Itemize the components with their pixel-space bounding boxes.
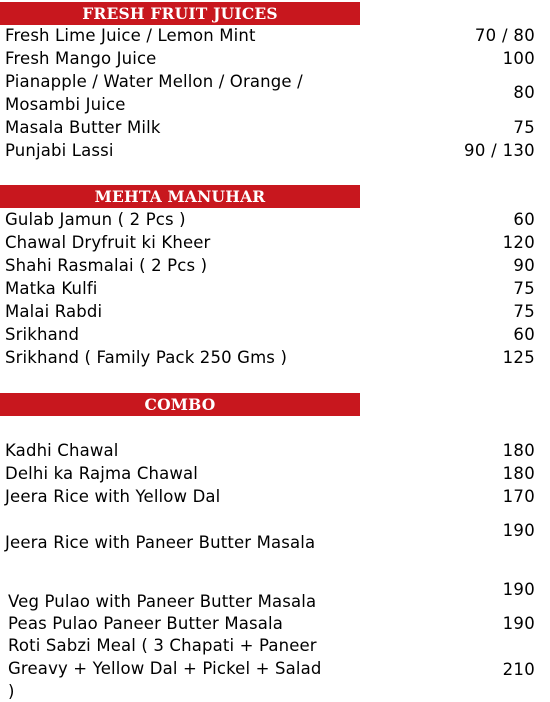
item-name: Jeera Rice with Paneer Butter Masala bbox=[5, 533, 316, 552]
item-price: 75 bbox=[513, 118, 535, 137]
item-price: 125 bbox=[502, 348, 535, 367]
section-header-mehta-manuhar: MEHTA MANUHAR bbox=[0, 185, 360, 208]
item-price: 180 bbox=[502, 464, 535, 483]
item-name: Shahi Rasmalai ( 2 Pcs ) bbox=[5, 256, 208, 275]
item-price: 70 / 80 bbox=[474, 26, 535, 45]
item-price: 60 bbox=[513, 210, 535, 229]
item-price: 90 bbox=[513, 256, 535, 275]
item-price: 180 bbox=[502, 441, 535, 460]
item-name: Fresh Mango Juice bbox=[5, 49, 157, 68]
item-name-line3: ) bbox=[8, 682, 15, 701]
item-price: 60 bbox=[513, 325, 535, 344]
section-header-fresh-fruit-juices: FRESH FRUIT JUICES bbox=[0, 2, 360, 25]
item-name-line2: Mosambi Juice bbox=[5, 95, 126, 114]
item-price: 210 bbox=[502, 660, 535, 679]
item-name: Masala Butter Milk bbox=[5, 118, 161, 137]
item-name: Matka Kulfi bbox=[5, 279, 98, 298]
item-name: Punjabi Lassi bbox=[5, 141, 114, 160]
item-name: Jeera Rice with Yellow Dal bbox=[5, 487, 221, 506]
item-name: Peas Pulao Paneer Butter Masala bbox=[8, 614, 284, 633]
section-header-combo: COMBO bbox=[0, 393, 360, 416]
item-price: 190 bbox=[502, 580, 535, 599]
item-name: Srikhand ( Family Pack 250 Gms ) bbox=[5, 348, 288, 367]
item-name-line2: Greavy + Yellow Dal + Pickel + Salad bbox=[8, 659, 322, 678]
item-price: 80 bbox=[513, 83, 535, 102]
item-price: 190 bbox=[502, 521, 535, 540]
item-name: Chawal Dryfruit ki Kheer bbox=[5, 233, 211, 252]
item-price: 120 bbox=[502, 233, 535, 252]
item-name: Gulab Jamun ( 2 Pcs ) bbox=[5, 210, 186, 229]
item-price: 100 bbox=[502, 49, 535, 68]
item-name: Kadhi Chawal bbox=[5, 441, 119, 460]
item-name: Malai Rabdi bbox=[5, 302, 103, 321]
item-price: 190 bbox=[502, 614, 535, 633]
item-price: 170 bbox=[502, 487, 535, 506]
item-name: Veg Pulao with Paneer Butter Masala bbox=[8, 592, 317, 611]
item-price: 75 bbox=[513, 302, 535, 321]
item-name-line1: Roti Sabzi Meal ( 3 Chapati + Paneer bbox=[8, 636, 317, 655]
item-price: 75 bbox=[513, 279, 535, 298]
item-name-line1: Pianapple / Water Mellon / Orange / bbox=[5, 72, 303, 91]
item-name: Fresh Lime Juice / Lemon Mint bbox=[5, 26, 256, 45]
item-price: 90 / 130 bbox=[464, 141, 535, 160]
item-name: Srikhand bbox=[5, 325, 80, 344]
item-name: Delhi ka Rajma Chawal bbox=[5, 464, 199, 483]
